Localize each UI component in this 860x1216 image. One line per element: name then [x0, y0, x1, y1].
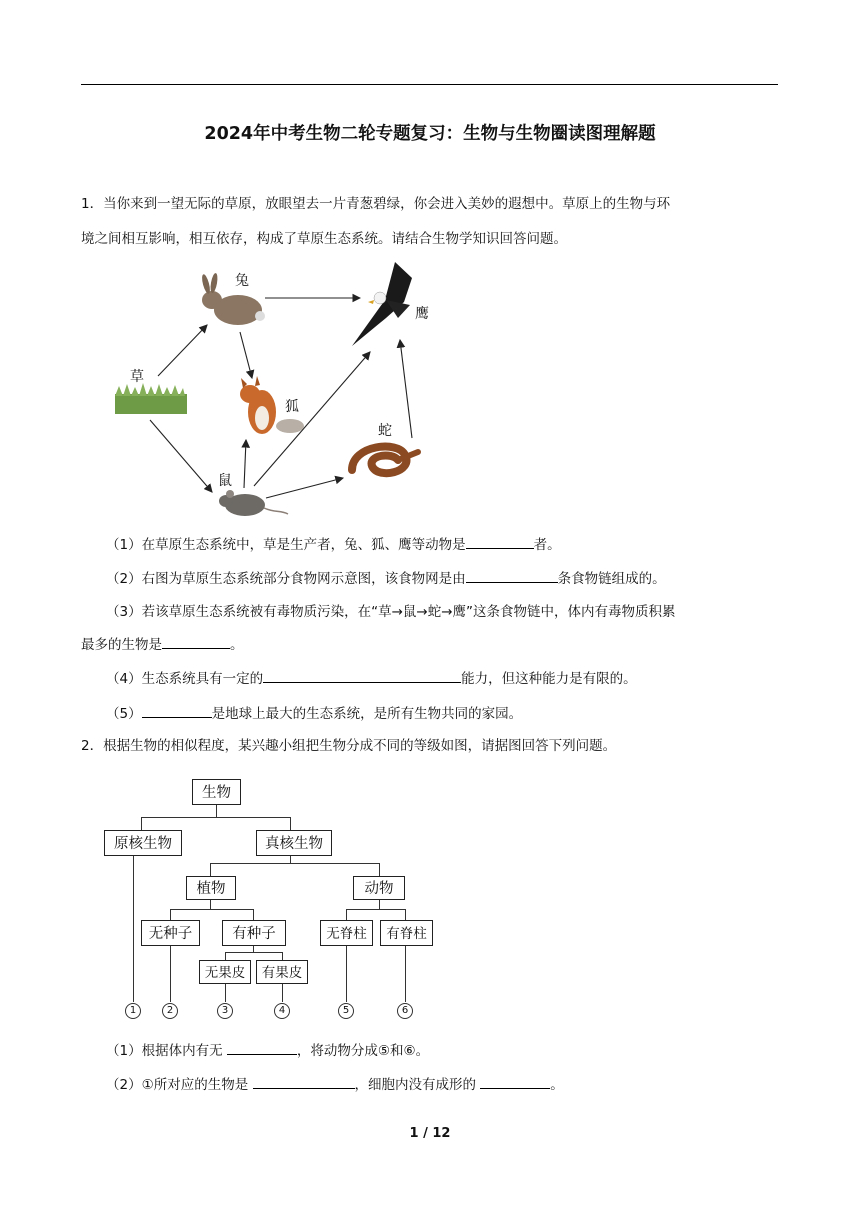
answer-blank-q1-5[interactable] — [142, 703, 212, 718]
tree-node-prokaryote: 原核生物 — [104, 830, 182, 856]
answer-blank-q2-2[interactable] — [253, 1074, 355, 1089]
arrow-rabbit-fox — [240, 332, 252, 378]
arrow-mouse-snake — [266, 478, 343, 498]
leaf-number-3: 3 — [217, 1003, 233, 1019]
label-grass: 草 — [130, 369, 144, 385]
q1-stem-line1: 1．当你来到一望无际的草原，放眼望去一片青葱碧绿，你会进入美妙的遐想中。草原上的生物与环 — [81, 196, 671, 212]
q1-sub4: （4）生态系统具有一定的 能力，但这种能力是有限的。 — [106, 668, 637, 689]
label-snake: 蛇 — [378, 423, 392, 439]
answer-blank-q1-2[interactable] — [466, 568, 558, 583]
q1-sub3-line1: （3）若该草原生态系统被有毒物质污染，在“草→鼠→蛇→鹰”这条食物链中，体内有毒物质积累 — [106, 604, 676, 620]
label-rabbit: 兔 — [235, 273, 249, 289]
answer-blank-q1-4[interactable] — [263, 668, 461, 683]
arrow-snake-eagle — [400, 340, 412, 438]
leaf-number-1: 1 — [125, 1003, 141, 1019]
label-mouse: 鼠 — [218, 473, 232, 489]
eagle-image — [352, 262, 412, 346]
q1-sub3-line2: 最多的生物是 。 — [81, 634, 244, 655]
grass-image — [115, 383, 187, 414]
tree-node-has-peel: 有果皮 — [256, 960, 308, 984]
q1-sub5: （5） 是地球上最大的生态系统，是所有生物共同的家园。 — [106, 703, 522, 724]
page-title: 2024年中考生物二轮专题复习：生物与生物圈读图理解题 — [204, 124, 656, 144]
q1-sub2: （2）右图为草原生态系统部分食物网示意图，该食物网是由 条食物链组成的。 — [106, 568, 666, 589]
tree-node-root: 生物 — [192, 779, 241, 805]
tree-node-no-peel: 无果皮 — [199, 960, 251, 984]
mouse-image — [219, 490, 288, 516]
arrow-grass-mouse — [150, 420, 212, 492]
leaf-number-2: 2 — [162, 1003, 178, 1019]
label-fox: 狐 — [285, 399, 299, 415]
tree-node-has-seed: 有种子 — [222, 920, 286, 946]
page-number: 1 / 12 — [409, 1126, 451, 1141]
q2-sub2: （2）①所对应的生物是 ，细胞内没有成形的 。 — [106, 1074, 564, 1095]
q1-sub1: （1）在草原生态系统中，草是生产者，兔、狐、鹰等动物是 者。 — [106, 534, 561, 555]
answer-blank-q1-1[interactable] — [466, 534, 534, 549]
q2-stem: 2．根据生物的相似程度，某兴趣小组把生物分成不同的等级如图，请据图回答下列问题。 — [81, 738, 617, 754]
tree-node-eukaryote: 真核生物 — [256, 830, 332, 856]
rabbit-image — [201, 273, 265, 325]
leaf-number-5: 5 — [338, 1003, 354, 1019]
answer-blank-q2-1[interactable] — [227, 1040, 297, 1055]
answer-blank-q1-3[interactable] — [162, 634, 230, 649]
q2-sub1: （1）根据体内有无 ，将动物分成⑤和⑥。 — [106, 1040, 429, 1061]
tree-node-animal: 动物 — [353, 876, 405, 900]
tree-node-has-spine: 有脊柱 — [380, 920, 433, 946]
arrow-mouse-fox — [244, 440, 246, 488]
snake-image — [352, 447, 418, 474]
arrow-grass-rabbit — [158, 325, 207, 376]
answer-blank-q2-3[interactable] — [480, 1074, 550, 1089]
tree-node-no-spine: 无脊柱 — [320, 920, 373, 946]
leaf-number-6: 6 — [397, 1003, 413, 1019]
label-eagle: 鹰 — [415, 306, 429, 322]
q1-stem-line2: 境之间相互影响，相互依存，构成了草原生态系统。请结合生物学知识回答问题。 — [81, 231, 567, 247]
tree-node-plant: 植物 — [186, 876, 236, 900]
tree-node-no-seed: 无种子 — [141, 920, 200, 946]
leaf-number-4: 4 — [274, 1003, 290, 1019]
